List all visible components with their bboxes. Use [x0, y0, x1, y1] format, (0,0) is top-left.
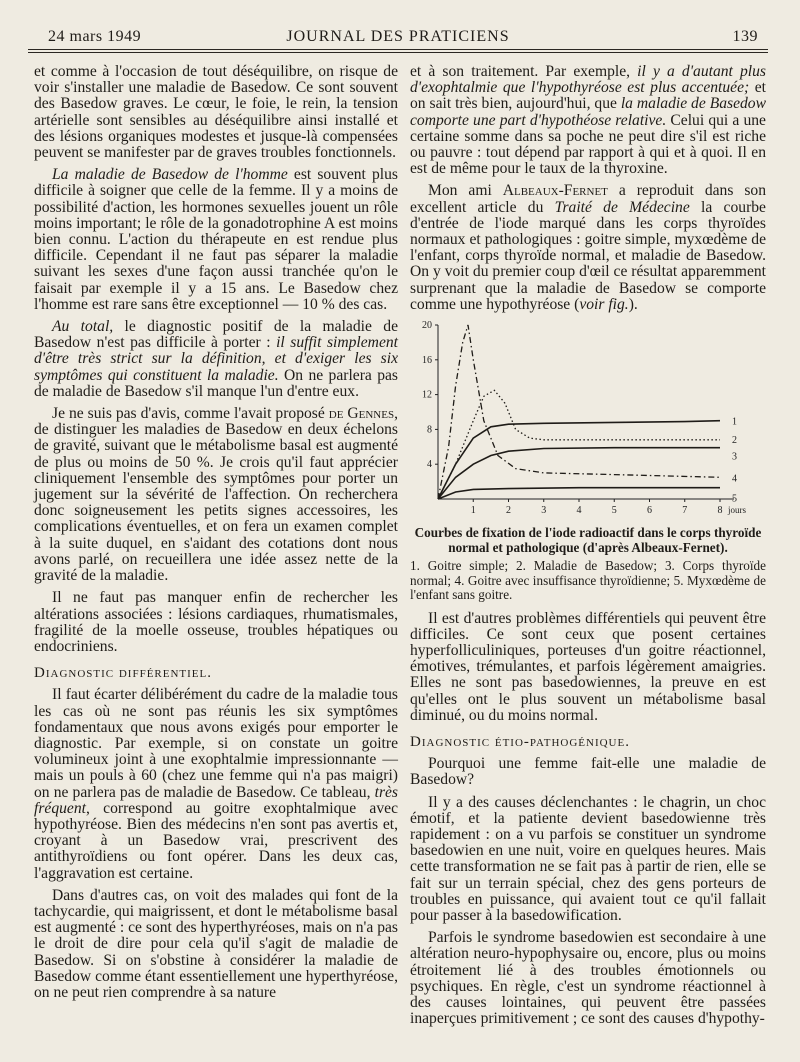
figure-legend: 1. Goitre simple; 2. Maladie de Basedow; 3. Corps thyroïde normal; 4. Goitre avec insuffisance thyroïdienne; 5. Myxœdème de l'enfant sans goitre.: [410, 558, 766, 603]
paragraph: Il ne faut pas manquer enfin de rechercher les altérations associées : lésions cardiaques, rhumatismales, fragilité de la moelle osseuse, troubles hépatiques ou endocriniens.: [34, 589, 398, 655]
section-heading: Diagnostic différentiel.: [34, 665, 212, 682]
x-tick-label: 6: [647, 505, 652, 517]
x-tick-label: 3: [541, 505, 547, 517]
y-tick-label: 12: [422, 389, 432, 401]
x-tick-label: 8: [717, 505, 723, 517]
x-unit-label: jours: [728, 505, 746, 516]
paragraph: Parfois le syndrome basedowien est secondaire à une altération neuro-hypophysaire ou, encore, plus ou moins étroitement lié à des troubles émotionnels ou psychiques. En règle, c'est un syndrome réactionnel à des causes lointaines, qui peuvent être passées inaperçues primitivement ; ce sont des causes d'hypothy-: [410, 929, 766, 1028]
header-rule: [28, 49, 768, 50]
series-label-3: 3: [732, 451, 737, 463]
series-label-4: 4: [732, 473, 737, 485]
author-name: Albeaux-Fernet: [502, 182, 608, 200]
figure-caption: Courbes de fixation de l'iode radioactif dans le corps thyroïde normal et pathologique (d'après Albeaux-Fernet).: [414, 525, 762, 555]
series-line-4: [438, 325, 720, 499]
series-line-2: [438, 390, 720, 499]
x-tick-label: 7: [682, 505, 688, 517]
issue-date: 24 mars 1949: [48, 28, 142, 45]
iodine-fixation-figure: [410, 319, 766, 603]
y-tick-label: 16: [422, 354, 432, 366]
paragraph: et à son traitement. Par exemple, il y a d'autant plus d'exophtalmie que l'hypothyréose est plus accentuée; et on sait très bien, aujourd'hui, que la maladie de Basedow comporte une part d'hypothéose relative. Celui qui a une certaine somme dans sa poche ne peut dire s'il est riche ou pauvre : tout dépend par rapport à qui et à quoi. Il en est de même pour le taux de la thyroxine.: [410, 63, 767, 178]
left-column: [34, 64, 398, 1007]
y-tick-label: 20: [422, 320, 432, 332]
journal-title: JOURNAL DES PRATICIENS: [286, 28, 510, 45]
right-column: [410, 64, 766, 1033]
paragraph: La maladie de Basedow de l'homme est souvent plus difficile à soigner que celle de la femme. Il y a moins de possibilité d'action, les hormones sexuelles jouent un rôle moins important; le rôle de la gonadotrophine A est moins bien connu. L'action du thérapeute en est rendue plus difficile. Cependant il ne faut pas séparer la maladie suivant les sexes d'une façon aussi tranchée qu'on le faisait par exemple il y a 15 ans. Le Basedow chez l'homme est rare sans être exceptionnel — 10 % des cas.: [34, 166, 398, 313]
x-tick-label: 2: [506, 505, 511, 517]
series-label-1: 1: [732, 416, 737, 428]
paragraph: Il y a des causes déclenchantes : le chagrin, un choc émotif, et la patiente devient basedowienne très rapidement : on a vu parfois se constituer un syndrome basedowien en une nuit, voire en quelques heures. Mais cette transformation ne se fait pas à partir de rien, elle se fait sur un terrain spécial, chez des gens porteurs de troubles en puissance, qui avaient tout ce qu'il fallait pour passer à la basedowification.: [410, 793, 766, 924]
paragraph: Dans d'autres cas, on voit des malades qui font de la tachycardie, qui maigrissent, et dont le métabolisme basal est augmenté : ce sont des hyperthyréoses, mais on n'a pas le droit de dire pour cela qu'il s'agit de maladie de Basedow. Si on s'obstine à considérer la maladie de Basedow comme étant essentiellement une hyperthyréose, on ne peut rien comprendre à sa nature: [34, 886, 398, 1001]
paragraph: Il faut écarter délibérément du cadre de la maladie tous les cas où ne sont pas réunis les six symptômes fondamentaux que nous avons exigés pour emporter le diagnostic. Par exemple, si on constate un goitre volumineux joint à une exophtalmie impressionnante — mais un pouls à 60 (chez une femme qui n'a pas maigri) on ne parlera pas de maladie de Basedow. Ce tableau, très fréquent, correspond au goitre exophtalmique avec hypothyréose. Bien des médecins n'en sont pas avertis et, croyant à un Basedow vrai, prescrivent des antithyroïdiens ou font opérer. Dans les deux cas, l'aggravation est certaine.: [34, 686, 398, 882]
x-tick-label: 5: [611, 505, 617, 517]
series-line-5: [438, 488, 720, 499]
header-rule-thin: [28, 52, 768, 53]
section-heading: Diagnostic étio-pathogénique.: [410, 733, 630, 750]
paragraph: Au total, le diagnostic positif de la maladie de Basedow n'est pas difficile à porter : il suffit simplement d'être très strict sur la définition, et d'exiger les six symptômes qui constituent la maladie. On ne parlera pas de maladie de Basedow s'il manque l'un d'entre eux.: [34, 318, 398, 400]
page-header: [28, 28, 768, 46]
x-tick-label: 4: [576, 505, 582, 517]
y-tick-label: 8: [427, 424, 432, 436]
paragraph: Il est d'autres problèmes différentiels qui peuvent être difficiles. Ce sont ceux que posent certaines hyperfolliculiniques, porteuses d'un goitre réactionnel, émotives, trémulantes, et parfois légèrement amaigries. Elles ne sont pas basedowiennes, la preuve en est qu'elles ont le plus souvent un métabolisme basal diminué, ou du moins normal.: [410, 609, 766, 724]
series-label-2: 2: [732, 434, 737, 446]
paragraph: Je ne suis pas d'avis, comme l'avait proposé de Gennes, de distinguer les maladies de Basedow en deux échelons de gravité, suivant que le métabolisme basal est augmenté de plus ou moins de 50 %. Je crois qu'il faut apprécier cliniquement l'ensemble des symptômes pour porter un jugement sur la sévérité de l'affection. On recherchera donc soigneusement les petits signes accessoires, les complications éventuelles, et on fera un examen complet à la suite duquel, en s'aidant des cotations dont nous avons parlé, on recueillera une idée assez nette de la gravité de la maladie.: [34, 405, 398, 585]
y-tick-label: 4: [427, 459, 432, 471]
iodine-fixation-chart: [410, 319, 766, 524]
paragraph: et comme à l'occasion de tout déséquilibre, on risque de voir s'installer une maladie de Basedow. Ce sont souvent des Basedow graves. Le cœur, le foie, le rein, la tension artérielle sont sensibles au déséquilibre ainsi installé et des lésions organiques modestes et jusque-là compensées peuvent se manifester par de graves troubles fonctionnels.: [34, 63, 398, 162]
paragraph: Pourquoi une femme fait-elle une maladie de Basedow?: [410, 755, 766, 789]
series-label-5: 5: [732, 493, 737, 505]
x-tick-label: 1: [470, 505, 476, 517]
author-name: de Gennes: [328, 405, 395, 423]
page-number: 139: [732, 28, 758, 45]
paragraph: Mon ami Albeaux-Fernet a reproduit dans son excellent article du Traité de Médecine la courbe d'entrée de l'iode marqué dans les corps thyroïdes normaux et pathologiques : goitre simple, myxœdème de l'enfant, corps thyroïde normal, et maladie de Basedow. On y voit du premier coup d'œil ce résultat apparemment surprenant que la maladie de Basedow se comporte comme une hypothyréose (voir fig.).: [410, 182, 767, 313]
